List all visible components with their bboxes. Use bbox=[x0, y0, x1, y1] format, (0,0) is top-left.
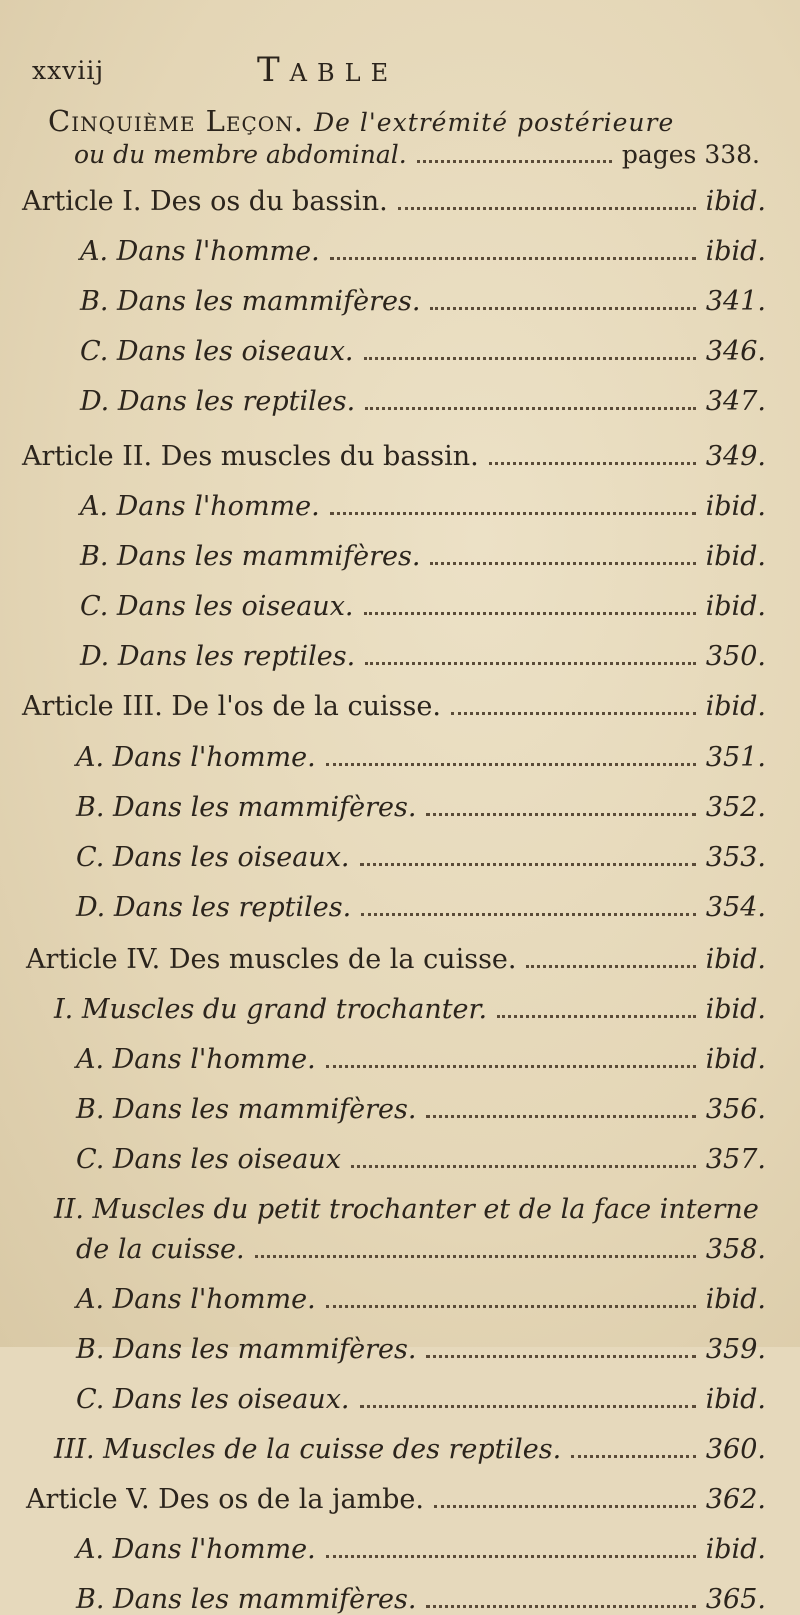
toc-entry bbox=[76, 842, 766, 873]
lesson-pages: pages 338. bbox=[621, 140, 760, 169]
dot-leader bbox=[364, 612, 696, 615]
toc-entry bbox=[76, 1044, 766, 1075]
toc-entry-label: B. Dans les mammifères. bbox=[76, 1094, 417, 1125]
dot-leader bbox=[326, 1065, 696, 1068]
toc-entry-label: Article I. Des os du bassin. bbox=[22, 186, 388, 217]
toc-entry bbox=[80, 641, 766, 672]
toc-entry bbox=[76, 1094, 766, 1125]
dot-leader bbox=[326, 1305, 696, 1308]
page-number: xxviij bbox=[32, 56, 105, 85]
toc-article bbox=[22, 186, 766, 217]
toc-entry-page: 354. bbox=[705, 892, 766, 923]
toc-entry-label: I. Muscles du grand trochanter. bbox=[54, 994, 488, 1025]
toc-entry-continued: II. Muscles du petit trochanter et de la face interne bbox=[54, 1194, 759, 1225]
toc-entry-page: ibid. bbox=[705, 541, 766, 572]
toc-article bbox=[26, 944, 766, 975]
toc-entry-page: 353. bbox=[705, 842, 766, 873]
toc-entry bbox=[80, 386, 766, 417]
dot-leader bbox=[571, 1455, 696, 1458]
toc-entry-label: Article IV. Des muscles de la cuisse. bbox=[26, 944, 517, 975]
toc-entry-label: Article II. Des muscles du bassin. bbox=[22, 441, 479, 472]
dot-leader bbox=[365, 662, 696, 665]
dot-leader bbox=[326, 1555, 696, 1558]
toc-entry bbox=[54, 994, 766, 1025]
toc-entry-label: C. Dans les oiseaux. bbox=[76, 1384, 350, 1415]
toc-entry-page: ibid. bbox=[705, 1534, 766, 1565]
running-title: Table bbox=[257, 50, 399, 90]
toc-entry bbox=[76, 1234, 766, 1265]
toc-entry bbox=[76, 1384, 766, 1415]
toc-entry bbox=[76, 792, 766, 823]
dot-leader bbox=[255, 1255, 696, 1258]
toc-entry-page: 365. bbox=[705, 1584, 766, 1615]
toc-entry-page: 347. bbox=[705, 386, 766, 417]
toc-entry bbox=[80, 591, 766, 622]
toc-entry-page: ibid. bbox=[705, 994, 766, 1025]
toc-entry-label: de la cuisse. bbox=[76, 1234, 245, 1265]
toc-entry-page: ibid. bbox=[705, 1044, 766, 1075]
toc-entry-label: D. Dans les reptiles. bbox=[80, 386, 356, 417]
page-header bbox=[32, 50, 760, 94]
toc-entry-page: 358. bbox=[705, 1234, 766, 1265]
toc-entry-label: A. Dans l'homme. bbox=[76, 1284, 316, 1315]
toc-entry-page: ibid. bbox=[705, 591, 766, 622]
toc-entry-label: B. Dans les mammifères. bbox=[76, 1584, 417, 1615]
toc-entry-label: B. Dans les mammifères. bbox=[80, 541, 421, 572]
dot-leader bbox=[326, 763, 696, 766]
dot-leader bbox=[360, 863, 696, 866]
toc-entry bbox=[76, 1334, 766, 1365]
toc-entry bbox=[80, 491, 766, 522]
dot-leader bbox=[351, 1165, 696, 1168]
dot-leader bbox=[526, 965, 695, 968]
toc-entry-page: 351. bbox=[705, 742, 766, 773]
toc-article bbox=[22, 441, 766, 472]
dot-leader bbox=[330, 512, 696, 515]
toc-entry-label: A. Dans l'homme. bbox=[80, 491, 320, 522]
toc-entry bbox=[80, 336, 766, 367]
toc-entry bbox=[76, 1584, 766, 1615]
dot-leader bbox=[451, 712, 696, 715]
lesson-heading bbox=[48, 104, 760, 169]
lesson-subtitle-cont: ou du membre abdominal. bbox=[74, 140, 407, 169]
toc-entry-page: 362. bbox=[705, 1484, 766, 1515]
dot-leader bbox=[364, 357, 696, 360]
toc-entry-label: III. Muscles de la cuisse des reptiles. bbox=[54, 1434, 562, 1465]
toc-entry bbox=[76, 742, 766, 773]
dot-leader bbox=[489, 462, 696, 465]
toc-entry-label: Article V. Des os de la jambe. bbox=[26, 1484, 424, 1515]
toc-entry bbox=[76, 1534, 766, 1565]
toc-entry-label: C. Dans les oiseaux. bbox=[80, 336, 354, 367]
toc-entry bbox=[76, 892, 766, 923]
lesson-title-line bbox=[48, 104, 760, 138]
lesson-subtitle: De l'extrémité postérieure bbox=[314, 108, 675, 137]
toc-entry-page: 360. bbox=[705, 1434, 766, 1465]
dot-leader bbox=[360, 1405, 696, 1408]
toc-entry bbox=[80, 286, 766, 317]
dot-leader bbox=[330, 257, 696, 260]
toc-entry-page: 349. bbox=[705, 441, 766, 472]
toc-entry-page: 346. bbox=[705, 336, 766, 367]
toc-entry-label: A. Dans l'homme. bbox=[76, 742, 316, 773]
toc-article bbox=[22, 691, 766, 722]
toc-entry-page: ibid. bbox=[705, 1284, 766, 1315]
toc-entry-label: C. Dans les oiseaux. bbox=[76, 842, 350, 873]
toc-entry-label: A. Dans l'homme. bbox=[76, 1044, 316, 1075]
toc-entry-label: A. Dans l'homme. bbox=[76, 1534, 316, 1565]
toc-entry-page: ibid. bbox=[705, 186, 766, 217]
dot-leader bbox=[417, 160, 612, 163]
dot-leader bbox=[497, 1015, 696, 1018]
lesson-title: Cinquième Leçon. bbox=[48, 104, 304, 138]
dot-leader bbox=[426, 1605, 695, 1608]
dot-leader bbox=[426, 813, 695, 816]
toc-entry bbox=[76, 1144, 766, 1175]
toc-entry bbox=[54, 1434, 766, 1465]
dot-leader bbox=[430, 307, 695, 310]
dot-leader bbox=[426, 1355, 695, 1358]
toc-entry-label: D. Dans les reptiles. bbox=[76, 892, 352, 923]
dot-leader bbox=[430, 562, 695, 565]
toc-entry-page: 357. bbox=[705, 1144, 766, 1175]
lesson-subtitle-line bbox=[74, 140, 760, 169]
dot-leader bbox=[365, 407, 696, 410]
dot-leader bbox=[361, 913, 696, 916]
toc-entry-page: ibid. bbox=[705, 1384, 766, 1415]
toc-entry-label: B. Dans les mammifères. bbox=[76, 1334, 417, 1365]
toc-article bbox=[26, 1484, 766, 1515]
toc-entry-page: 341. bbox=[705, 286, 766, 317]
dot-leader bbox=[426, 1115, 695, 1118]
toc-entry bbox=[80, 236, 766, 267]
toc-entry-page: ibid. bbox=[705, 691, 766, 722]
toc-entry-page: 359. bbox=[705, 1334, 766, 1365]
toc-entry-label: C. Dans les oiseaux. bbox=[80, 591, 354, 622]
toc-entry-page: ibid. bbox=[705, 236, 766, 267]
toc-entry-page: 356. bbox=[705, 1094, 766, 1125]
dot-leader bbox=[434, 1505, 696, 1508]
toc-entry bbox=[76, 1284, 766, 1315]
dot-leader bbox=[398, 207, 696, 210]
toc-entry-page: 350. bbox=[705, 641, 766, 672]
toc-entry-label: B. Dans les mammifères. bbox=[80, 286, 421, 317]
toc-entry-page: 352. bbox=[705, 792, 766, 823]
toc-entry-label: B. Dans les mammifères. bbox=[76, 792, 417, 823]
toc-entry-label: A. Dans l'homme. bbox=[80, 236, 320, 267]
toc-entry-label: Article III. De l'os de la cuisse. bbox=[22, 691, 441, 722]
toc-entry bbox=[80, 541, 766, 572]
toc-entry-page: ibid. bbox=[705, 944, 766, 975]
toc-entry-page: ibid. bbox=[705, 491, 766, 522]
toc-entry-label: D. Dans les reptiles. bbox=[80, 641, 356, 672]
toc-entry-label: C. Dans les oiseaux bbox=[76, 1144, 341, 1175]
